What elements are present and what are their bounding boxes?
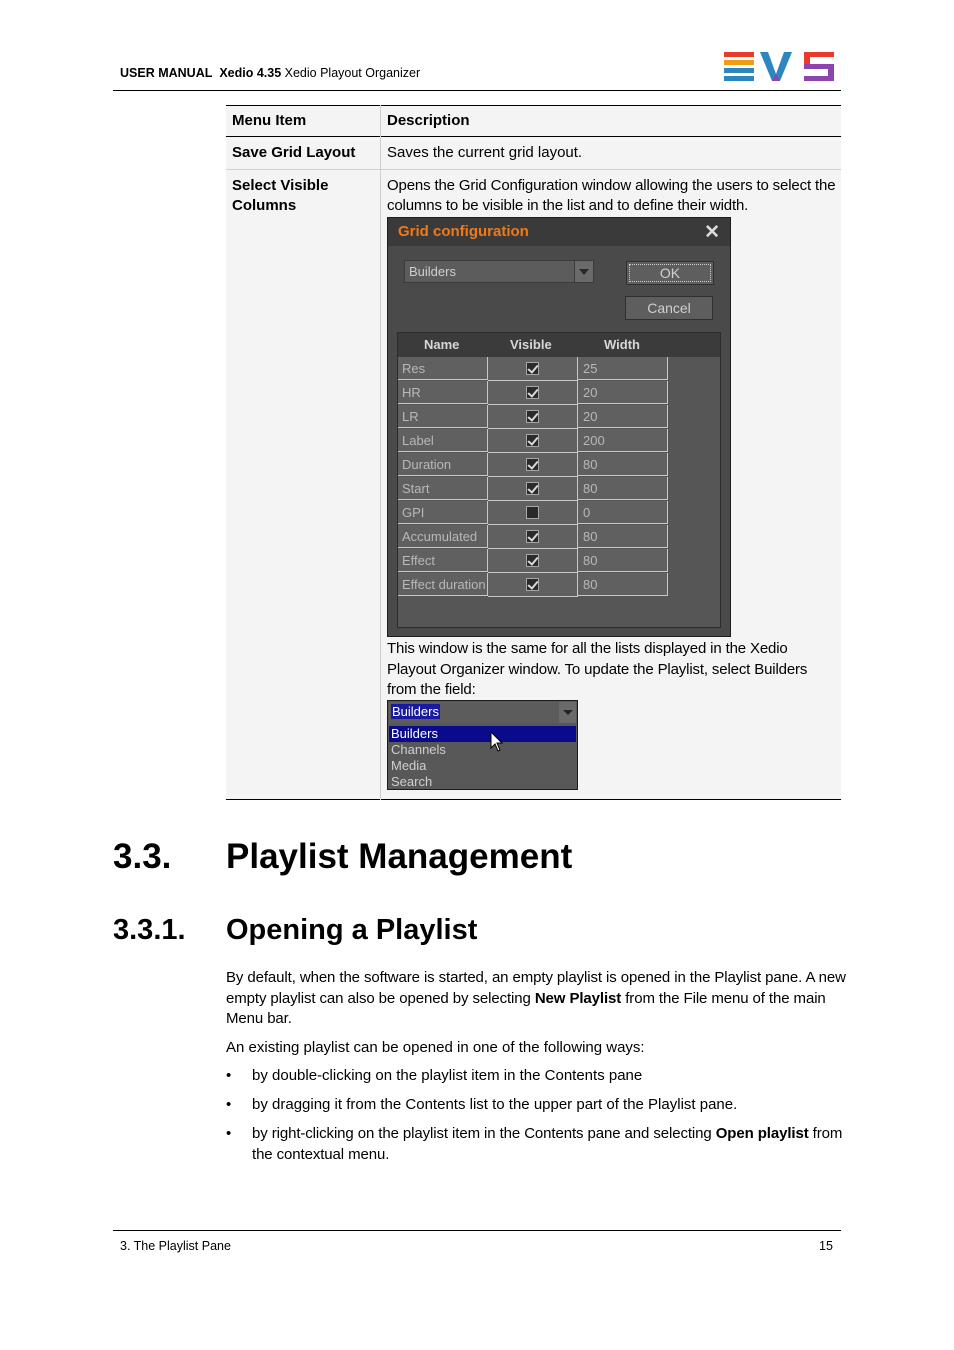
list-select-value: Builders — [409, 264, 456, 279]
checkbox-checked[interactable] — [526, 362, 539, 375]
column-header-description: Description — [387, 112, 470, 129]
grid-configuration-window — [387, 217, 731, 637]
visible-cell — [488, 525, 578, 549]
table-row — [398, 525, 670, 549]
evs-logo — [724, 52, 836, 82]
menu-item-select-visible-columns: Select Visible Columns — [232, 177, 329, 214]
visible-cell — [488, 429, 578, 453]
table-row — [398, 477, 670, 501]
list-item-text — [252, 1124, 846, 1165]
dropdown-option-builders[interactable]: Builders — [389, 726, 576, 742]
column-header-menu-item: Menu Item — [232, 112, 307, 129]
menu-item-save-grid-layout: Save Grid Layout — [232, 144, 356, 161]
table-row — [398, 429, 670, 453]
grid-header-visible: Visible — [510, 337, 552, 352]
width-cell[interactable]: 20 — [578, 381, 668, 404]
checkbox-checked[interactable] — [526, 578, 539, 591]
columns-grid — [397, 332, 721, 628]
grid-header — [398, 333, 720, 357]
bullet: • — [226, 1125, 232, 1142]
manual-label: USER MANUAL — [120, 66, 213, 80]
window-title-bar — [388, 218, 730, 246]
table-row — [398, 573, 670, 597]
list-item — [226, 1124, 846, 1166]
list-item-text: by double-clicking on the playlist item in the Contents pane — [252, 1067, 643, 1084]
table-row — [398, 501, 670, 525]
width-cell[interactable]: 80 — [578, 573, 668, 596]
column-name-cell: Effect duration — [398, 573, 488, 596]
list-item-text: by dragging it from the Contents list to the upper part of the Playlist pane. — [252, 1096, 738, 1113]
table-row — [398, 549, 670, 573]
list-item-text-part: by right-clicking on the playlist item in the Contents pane and selecting — [252, 1125, 716, 1142]
visible-cell — [488, 453, 578, 477]
bullet: • — [226, 1067, 232, 1084]
column-name-cell: Label — [398, 429, 488, 452]
paragraph-bold: New Playlist — [534, 989, 622, 1007]
list-item-text-part: from the contextual menu. — [252, 1125, 843, 1163]
section-number: 3.3. — [113, 837, 172, 876]
width-cell[interactable]: 80 — [578, 549, 668, 572]
window-title: Grid configuration — [398, 223, 529, 240]
column-name-cell: Duration — [398, 453, 488, 476]
grid-header-width: Width — [604, 337, 640, 352]
column-name-cell: LR — [398, 405, 488, 428]
dropdown-field[interactable] — [389, 702, 559, 723]
close-icon[interactable]: ✕ — [704, 222, 720, 243]
header-rule — [113, 90, 841, 91]
subsection-heading — [113, 914, 477, 947]
running-header — [120, 66, 420, 80]
visible-cell — [488, 501, 578, 525]
paragraph: An existing playlist can be opened in one of the following ways: — [226, 1039, 645, 1056]
section-heading — [113, 837, 572, 877]
dropdown-option-channels[interactable]: Channels — [391, 742, 446, 757]
width-cell[interactable]: 80 — [578, 525, 668, 548]
subsection-number: 3.3.1. — [113, 914, 186, 946]
column-name-cell: Effect — [398, 549, 488, 572]
checkbox-checked[interactable] — [526, 434, 539, 447]
product-version: Xedio 4.35 — [219, 66, 282, 80]
column-name-cell: HR — [398, 381, 488, 404]
column-name-cell: Start — [398, 477, 488, 500]
dropdown-option-search[interactable]: Search — [391, 774, 433, 789]
description-save-grid-layout: Saves the current grid layout. — [387, 144, 583, 161]
dropdown-option-media[interactable]: Media — [391, 758, 427, 773]
chevron-down-icon[interactable] — [559, 702, 576, 723]
checkbox-unchecked[interactable] — [526, 506, 539, 519]
list-dropdown — [387, 700, 578, 790]
visible-cell — [488, 549, 578, 573]
checkbox-checked[interactable] — [526, 482, 539, 495]
list-select[interactable] — [404, 260, 594, 283]
subsection-title: Opening a Playlist — [226, 914, 478, 946]
grid-header-name: Name — [424, 337, 460, 352]
table-row — [398, 453, 670, 477]
list-item-bold: Open playlist — [715, 1125, 809, 1142]
visible-cell — [488, 573, 578, 597]
visible-cell — [488, 477, 578, 501]
visible-cell — [488, 381, 578, 405]
cancel-button[interactable]: Cancel — [625, 296, 713, 320]
table-header-row — [226, 105, 841, 137]
width-cell[interactable]: 20 — [578, 405, 668, 428]
paragraph-text: from the File menu of the main Menu bar. — [226, 989, 826, 1027]
paragraph — [226, 968, 846, 1030]
ok-button[interactable]: OK — [626, 261, 714, 285]
checkbox-checked[interactable] — [526, 554, 539, 567]
width-cell[interactable]: 0 — [578, 501, 668, 524]
visible-cell — [488, 405, 578, 429]
product-name: Xedio Playout Organizer — [284, 66, 421, 80]
dropdown-value: Builders — [392, 704, 439, 719]
section-title: Playlist Management — [226, 837, 573, 876]
checkbox-checked[interactable] — [526, 458, 539, 471]
column-name-cell: Res — [398, 357, 488, 380]
checkbox-checked[interactable] — [526, 530, 539, 543]
paragraph-text: By default, when the software is started, an empty playlist is opened in the Playlist pane. A new empty playlist can also be opened by selecting — [226, 969, 846, 1007]
width-cell[interactable]: 80 — [578, 477, 668, 500]
table-row — [398, 357, 670, 381]
column-name-cell: GPI — [398, 501, 488, 524]
visible-cell — [488, 357, 578, 381]
table-row — [398, 405, 670, 429]
description-select-visible-columns-note: This window is the same for all the lists displayed in the Xedio Playout Organizer window. To update the Playlist, select Builders from the field: — [387, 640, 808, 698]
width-cell[interactable]: 200 — [578, 429, 668, 452]
chevron-down-icon[interactable] — [574, 261, 593, 282]
bullet: • — [226, 1096, 232, 1113]
column-name-cell: Accumulated — [398, 525, 488, 548]
footer-rule — [113, 1230, 841, 1231]
width-cell[interactable]: 80 — [578, 453, 668, 476]
checkbox-checked[interactable] — [526, 386, 539, 399]
page-number: 15 — [819, 1239, 833, 1253]
checkbox-checked[interactable] — [526, 410, 539, 423]
width-cell[interactable]: 25 — [578, 357, 668, 380]
description-select-visible-columns: Opens the Grid Configuration window allowing the users to select the columns to be visible in the list and to define their width. — [387, 177, 836, 214]
mouse-pointer-icon — [490, 731, 504, 753]
footer-chapter: 3. The Playlist Pane — [120, 1239, 231, 1253]
dropdown-options — [389, 726, 576, 790]
table-row — [398, 381, 670, 405]
column-divider — [380, 105, 381, 800]
